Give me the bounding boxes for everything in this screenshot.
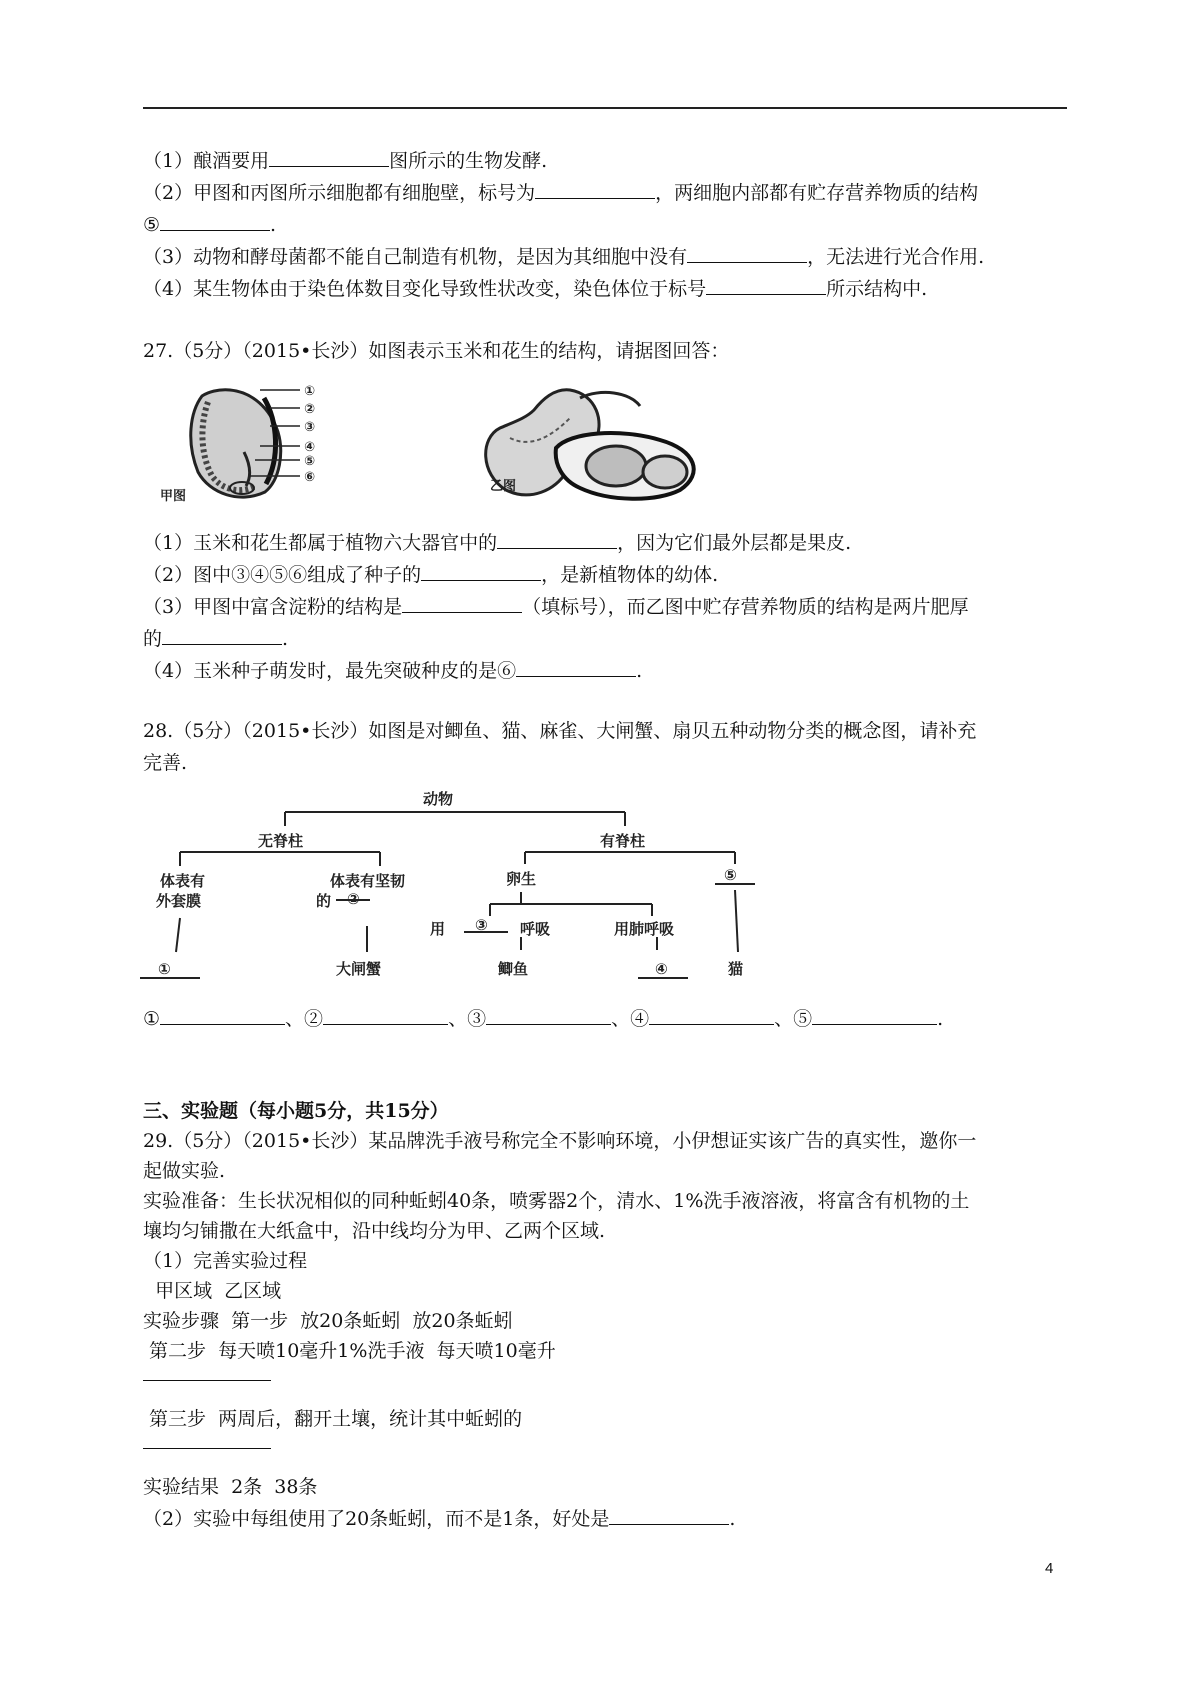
answer-blank[interactable] xyxy=(706,274,826,295)
q26-line-3: ⑤ . xyxy=(143,210,276,238)
answer-blank[interactable] xyxy=(143,1448,271,1449)
answer-blank[interactable] xyxy=(649,1004,774,1025)
animal-concept-map xyxy=(140,782,790,992)
q29-step-3: 第三步 两周后，翻开土壤，统计其中蚯蚓的 xyxy=(143,1408,523,1430)
q29-table-header: 甲区域 乙区域 xyxy=(143,1280,282,1302)
answer-blank[interactable] xyxy=(486,1004,611,1025)
corn-seed-figure xyxy=(160,372,360,512)
answer-blank[interactable] xyxy=(812,1004,937,1025)
node-spine: 有脊柱 xyxy=(600,832,646,850)
q27-line-2: （2）图中③④⑤⑥组成了种子的 ，是新植物体的幼体. xyxy=(143,560,718,588)
q27-stem: 27.（5分）（2015•长沙）如图表示玉米和花生的结构，请据图回答： xyxy=(143,340,730,362)
q29-stem-1: 29.（5分）（2015•长沙）某品牌洗手液号称完全不影响环境，小伊想证实该广告的真实性，邀你一 xyxy=(143,1130,977,1152)
answer-blank[interactable] xyxy=(160,210,270,231)
node-no-spine: 无脊柱 xyxy=(258,832,304,850)
q29-step-2: 第二步 每天喷10毫升1%洗手液 每天喷10毫升 xyxy=(143,1340,556,1362)
q27-line-1: （1）玉米和花生都属于植物六大器官中的 ，因为它们最外层都是果皮. xyxy=(143,528,851,556)
marker-1: ① xyxy=(158,960,171,978)
node-egg: 卵生 xyxy=(506,870,537,888)
node-mantle-1: 体表有 xyxy=(160,872,206,890)
node-breath-a: 用 xyxy=(430,920,446,938)
node-breath-b: 呼吸 xyxy=(520,920,551,938)
marker-4: ④ xyxy=(304,440,316,455)
answer-blank[interactable] xyxy=(143,1380,271,1381)
fig-yi-label: 乙图 xyxy=(490,479,517,494)
answer-blank[interactable] xyxy=(323,1004,448,1025)
peanut-figure xyxy=(470,378,720,506)
q29-step-1: 实验步骤 第一步 放20条蚯蚓 放20条蚯蚓 xyxy=(143,1310,513,1332)
answer-blank[interactable] xyxy=(421,560,541,581)
answer-blank[interactable] xyxy=(535,178,655,199)
marker-4: ④ xyxy=(655,960,668,978)
node-mantle-2: 外套膜 xyxy=(156,892,202,910)
answer-blank[interactable] xyxy=(402,592,522,613)
header-rule xyxy=(143,107,1067,109)
answer-blank[interactable] xyxy=(497,528,617,549)
node-root: 动物 xyxy=(423,790,454,808)
marker-2: ② xyxy=(347,890,360,908)
q29-prep-1: 实验准备：生长状况相似的同种蚯蚓40条，喷雾器2个，清水、1%洗手液溶液，将富含有机物的土 xyxy=(143,1190,970,1212)
node-hard-2: 的 xyxy=(316,892,332,910)
answer-blank[interactable] xyxy=(269,146,389,167)
node-lung: 用肺呼吸 xyxy=(614,920,675,938)
marker-5: ⑤ xyxy=(304,454,316,469)
q28-stem-2: 完善. xyxy=(143,752,188,774)
node-crab: 大闸蟹 xyxy=(336,960,382,978)
marker-1: ① xyxy=(304,384,316,399)
q29-part-1: （1）完善实验过程 xyxy=(143,1250,308,1272)
q29-stem-2: 起做实验. xyxy=(143,1160,226,1182)
marker-6: ⑥ xyxy=(304,470,316,485)
q29-part-2: （2）实验中每组使用了20条蚯蚓，而不是1条，好处是 . xyxy=(143,1504,735,1532)
q28-answers: ① 、② 、③ 、④ 、⑤ . xyxy=(143,1004,943,1032)
answer-blank[interactable] xyxy=(162,624,282,645)
q27-line-4: 的 . xyxy=(143,624,288,652)
page-number: 4 xyxy=(1045,1560,1054,1577)
q27-line-5: （4）玉米种子萌发时，最先突破种皮的是⑥ . xyxy=(143,656,642,684)
q28-stem-1: 28.（5分）（2015•长沙）如图是对鲫鱼、猫、麻雀、大闸蟹、扇贝五种动物分类的概念图，请补充 xyxy=(143,720,977,742)
node-carp: 鲫鱼 xyxy=(498,960,529,978)
fig-jia-label: 甲图 xyxy=(160,489,187,504)
answer-blank[interactable] xyxy=(609,1504,729,1525)
q26-line-2: （2）甲图和丙图所示细胞都有细胞壁，标号为 ，两细胞内部都有贮存营养物质的结构 xyxy=(143,178,978,206)
q26-line-5: （4）某生物体由于染色体数目变化导致性状改变，染色体位于标号 所示结构中. xyxy=(143,274,927,302)
marker-3: ③ xyxy=(475,916,488,934)
node-cat: 猫 xyxy=(728,960,744,978)
q27-line-3: （3）甲图中富含淀粉的结构是 （填标号），而乙图中贮存营养物质的结构是两片肥厚 xyxy=(143,592,969,620)
q29-result: 实验结果 2条 38条 xyxy=(143,1476,318,1498)
section-title: 三、实验题（每小题5分，共15分） xyxy=(143,1100,449,1122)
q26-line-4: （3）动物和酵母菌都不能自己制造有机物，是因为其细胞中没有 ，无法进行光合作用. xyxy=(143,242,984,270)
marker-3: ③ xyxy=(304,420,316,435)
marker-5: ⑤ xyxy=(724,866,737,884)
marker-2: ② xyxy=(304,402,316,417)
answer-blank[interactable] xyxy=(516,656,636,677)
answer-blank[interactable] xyxy=(160,1004,285,1025)
node-hard-1: 体表有坚韧 xyxy=(330,872,406,890)
q29-prep-2: 壤均匀铺撒在大纸盒中，沿中线均分为甲、乙两个区域. xyxy=(143,1220,606,1242)
answer-blank[interactable] xyxy=(687,242,807,263)
q26-line-1: （1）酿酒要用 图所示的生物发酵. xyxy=(143,146,547,174)
